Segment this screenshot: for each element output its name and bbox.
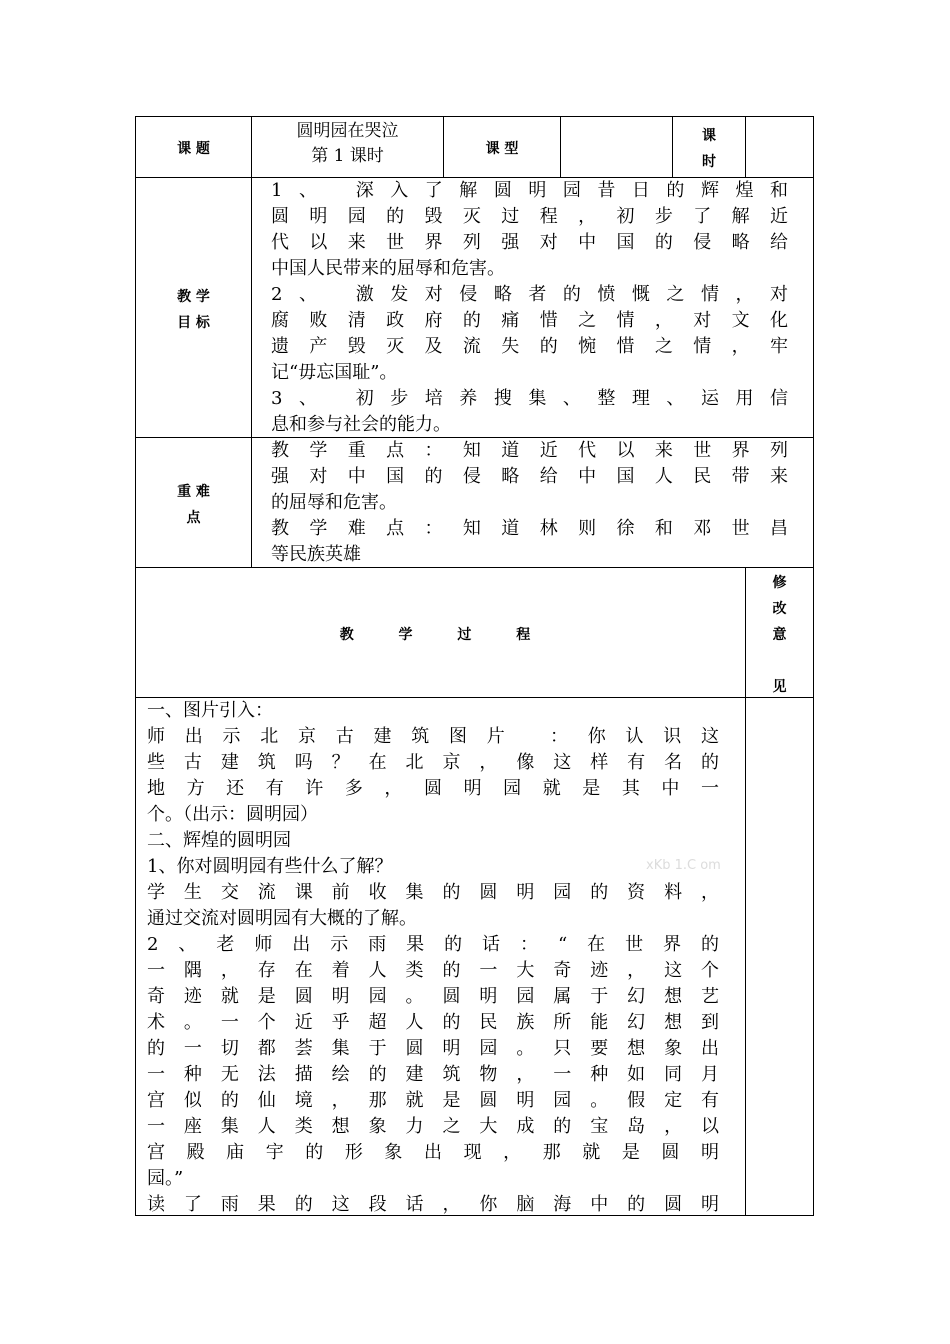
text-line: 地方还有许多，圆明园就是其中一 (147, 778, 719, 799)
hours-label-top: 课 (702, 128, 716, 144)
process-title-text: 教 学 过 程 (339, 627, 531, 643)
text-line: 教学难点：知道林则徐和邓世昌 (271, 518, 788, 539)
text-line: 的屈辱和危害。 (271, 492, 397, 513)
topic-label: 课 题 (177, 141, 210, 157)
revision-label-char: 意 (772, 627, 787, 643)
text-line: 一座集人类想象力之大成的宝岛，以 (147, 1116, 719, 1137)
text-line: 一隅，存在着人类的一大奇迹，这个 (147, 960, 719, 981)
text-line: 师出示北京古建筑图片 ：你认识这 (147, 726, 719, 747)
text-line: 术。一个近乎超人的民族所能幻想到 (147, 1012, 719, 1033)
revision-label-char: 修 (772, 575, 787, 591)
column-divider (251, 116, 252, 568)
text-line: 一种无法描绘的建筑物，一种如同月 (147, 1064, 719, 1085)
text-line: 一、图片引入： (147, 700, 273, 721)
goals-text (271, 178, 788, 438)
revision-label-char (746, 648, 813, 674)
text-line: 强对中国的侵略给中国人民带来 (271, 466, 788, 487)
keypoints-label-line1: 重 难 (177, 484, 210, 500)
text-line: 代以来世界列强对中国的侵略给 (271, 232, 788, 253)
text-line: 遗产毁灭及流失的惋惜之情，牢 (271, 336, 788, 357)
text-line: 宫殿庙宇的形象出现，那就是圆明 (147, 1142, 719, 1163)
text-line: 些古建筑吗？在北京，像这样有名的 (147, 752, 719, 773)
hours-value (746, 117, 813, 177)
text-line: 1、你对圆明园有些什么了解？ (147, 856, 393, 877)
text-line: 2、 激发对侵略者的愤慨之情，对 (271, 284, 788, 305)
revision-notes-label (746, 570, 813, 700)
text-line: 园。” (147, 1168, 184, 1189)
revision-label-char: 改 (772, 601, 787, 617)
goals-label-line2: 目 标 (177, 315, 210, 331)
text-line: 等民族英雄 (271, 544, 361, 565)
text-line: 息和参与社会的能力。 (271, 414, 451, 435)
teaching-process-text (147, 698, 719, 1218)
text-line: 1、 深入了解圆明园昔日的辉煌和 (271, 180, 788, 201)
text-line: 奇迹就是圆明园。圆明园属于幻想艺 (147, 986, 719, 1007)
text-line: 2、老师出示雨果的话：“在世界的 (147, 934, 719, 955)
goals-label-line1: 教 学 (177, 289, 210, 305)
process-title (300, 624, 570, 644)
text-line: 学生交流课前收集的圆明园的资料， (147, 882, 719, 903)
text-line: 腐败清政府的痛惜之情，对文化 (271, 310, 788, 331)
type-label: 课 型 (485, 141, 519, 157)
type-value (561, 117, 672, 177)
topic-cell (252, 117, 443, 177)
keypoints-text (271, 438, 788, 568)
watermark: xKb 1.C om (646, 858, 721, 873)
text-line: 通过交流对圆明园有大概的了解。 (147, 908, 417, 929)
text-line: 3、 初步培养搜集、整理、运用信 (271, 388, 788, 409)
text-line: 中国人民带来的屈辱和危害。 (271, 258, 505, 279)
topic-title: 圆明园在哭泣 (296, 121, 399, 141)
table-border-top (135, 116, 814, 117)
revision-label-char: 见 (772, 679, 787, 695)
text-line: 读了雨果的这段话，你脑海中的圆明 (147, 1194, 719, 1215)
text-line: 二、辉煌的圆明园 (147, 830, 291, 851)
text-line: 宫似的仙境，那就是圆明园。假定有 (147, 1090, 719, 1111)
text-line: 记“毋忘国耻”。 (271, 362, 398, 383)
text-line: 个。（出示：圆明园） (147, 804, 318, 825)
hours-label-bottom: 时 (702, 154, 716, 170)
table-border-right (813, 116, 814, 1216)
topic-period: 第 1 课时 (311, 146, 384, 166)
table-border-left (135, 116, 136, 1216)
text-line: 教学重点：知道近代以来世界列 (271, 440, 788, 461)
keypoints-label-line2: 点 (186, 510, 201, 526)
text-line: 圆明园的毁灭过程，初步了解近 (271, 206, 788, 227)
text-line: 的一切都荟集于圆明园。只要想象出 (147, 1038, 719, 1059)
